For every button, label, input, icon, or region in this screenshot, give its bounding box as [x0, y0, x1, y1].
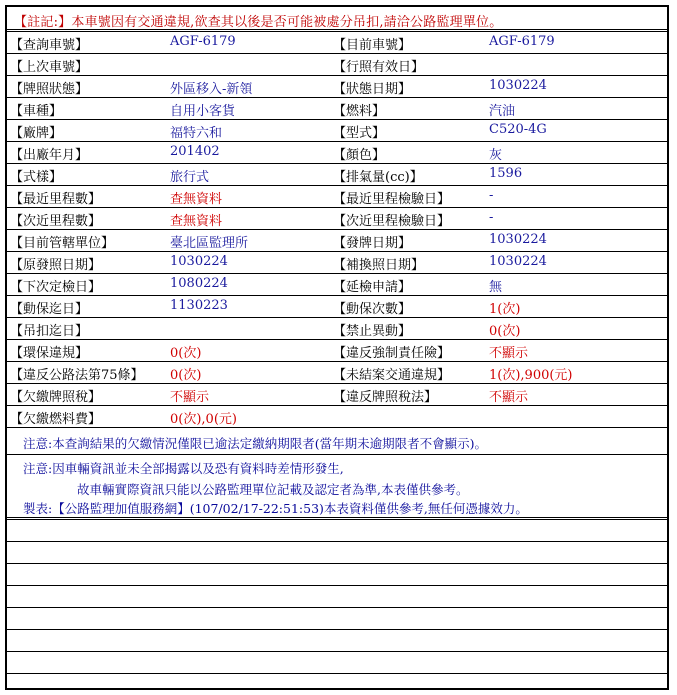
table-row [7, 164, 667, 186]
right-value: - [489, 210, 494, 225]
table-row [7, 142, 667, 164]
note-row-3 [7, 495, 667, 520]
right-value: 1030224 [489, 78, 547, 93]
right-value: 1030224 [489, 254, 547, 269]
left-value: 查無資料 [170, 214, 223, 229]
table-row [7, 362, 667, 384]
right-label: 【違反強制責任險】 [333, 346, 451, 361]
right-value: - [489, 188, 494, 203]
left-label: 【上次車號】 [10, 60, 89, 75]
notice-text: 【註記:】本車號因有交通違規,欲查其以後是否可能被處分吊扣,請洽公路監理單位。 [14, 15, 503, 30]
table-row [7, 230, 667, 252]
blank-row [7, 630, 667, 652]
blank-row [7, 652, 667, 674]
right-value: AGF-6179 [489, 34, 555, 49]
left-label: 【車種】 [10, 104, 63, 119]
left-value: 不顯示 [170, 390, 210, 405]
table-row [7, 120, 667, 142]
table-row [7, 318, 667, 340]
left-label: 【廠牌】 [10, 126, 63, 141]
blank-row [7, 608, 667, 630]
left-label: 【查詢車號】 [10, 38, 89, 53]
note-text-2b: 故車輛實際資訊只能以公路監理單位記載及認定者為準,本表僅供參考。 [77, 482, 469, 497]
right-label: 【延檢申請】 [333, 280, 412, 295]
table-row [7, 54, 667, 76]
right-value: 不顯示 [489, 346, 529, 361]
left-value: 臺北區監理所 [170, 236, 249, 251]
blank-row [7, 542, 667, 564]
left-value: 0(次),0(元) [170, 412, 237, 427]
notice-bar [7, 7, 667, 32]
table-row [7, 76, 667, 98]
blank-row [7, 564, 667, 586]
table-row [7, 406, 667, 428]
blank-row [7, 586, 667, 608]
right-value: 無 [489, 280, 503, 295]
vehicle-record-table [5, 5, 669, 690]
right-value: 灰 [489, 148, 503, 163]
left-label: 【違反公路法第75條】 [10, 368, 144, 383]
right-label: 【發牌日期】 [333, 236, 412, 251]
right-value: 不顯示 [489, 390, 529, 405]
left-label: 【欠繳燃料費】 [10, 412, 102, 427]
left-value: 福特六和 [170, 126, 223, 141]
left-label: 【牌照狀態】 [10, 82, 89, 97]
right-value: 1030224 [489, 232, 547, 247]
left-label: 【式樣】 [10, 170, 63, 185]
right-label: 【未結案交通違規】 [333, 368, 451, 383]
left-value: 201402 [170, 144, 220, 159]
right-value: 1596 [489, 166, 523, 181]
left-value: AGF-6179 [170, 34, 236, 49]
left-label: 【下次定檢日】 [10, 280, 102, 295]
left-label: 【動保迄日】 [10, 302, 89, 317]
right-label: 【最近里程檢驗日】 [333, 192, 451, 207]
left-label: 【次近里程數】 [10, 214, 102, 229]
left-value: 1130223 [170, 298, 228, 313]
note-row-1 [7, 428, 667, 455]
left-value: 自用小客貨 [170, 104, 236, 119]
left-label: 【最近里程數】 [10, 192, 102, 207]
right-value: 0(次) [489, 324, 521, 339]
note-text-1: 注意:本查詢結果的欠繳情況僅限已逾法定繳納期限者(當年期未逾期限者不會顯示)。 [23, 436, 487, 451]
left-value: 1080224 [170, 276, 228, 291]
right-label: 【次近里程檢驗日】 [333, 214, 451, 229]
note-text-3: 製表:【公路監理加值服務網】(107/02/17-22:51:53)本表資料僅供參考,無任何憑據效力。 [23, 501, 528, 516]
table-row [7, 274, 667, 296]
left-value: 查無資料 [170, 192, 223, 207]
note-text-2a: 注意:因車輛資訊並未全部揭露以及恐有資料時差情形發生, [23, 461, 344, 476]
left-value: 1030224 [170, 254, 228, 269]
right-label: 【燃料】 [333, 104, 386, 119]
right-label: 【排氣量(cc)】 [333, 170, 423, 185]
right-label: 【狀態日期】 [333, 82, 412, 97]
left-label: 【目前管轄單位】 [10, 236, 115, 251]
right-value: 汽油 [489, 104, 516, 119]
right-label: 【型式】 [333, 126, 386, 141]
right-label: 【補換照日期】 [333, 258, 425, 273]
left-label: 【吊扣迄日】 [10, 324, 89, 339]
left-value: 外區移入-新領 [170, 82, 253, 97]
right-label: 【動保次數】 [333, 302, 412, 317]
table-row [7, 98, 667, 120]
table-row [7, 32, 667, 54]
right-value: 1(次),900(元) [489, 368, 573, 383]
table-row [7, 384, 667, 406]
table-row [7, 186, 667, 208]
left-label: 【環保違規】 [10, 346, 89, 361]
right-label: 【目前車號】 [333, 38, 412, 53]
left-value: 0(次) [170, 368, 202, 383]
table-row [7, 296, 667, 318]
right-label: 【違反牌照稅法】 [333, 390, 438, 405]
left-value: 0(次) [170, 346, 202, 361]
left-value: 旅行式 [170, 170, 210, 185]
right-label: 【顏色】 [333, 148, 386, 163]
right-label: 【禁止異動】 [333, 324, 412, 339]
right-label: 【行照有效日】 [333, 60, 425, 75]
right-value: 1(次) [489, 302, 521, 317]
table-row [7, 208, 667, 230]
left-label: 【出廠年月】 [10, 148, 89, 163]
right-value: C520-4G [489, 122, 547, 137]
left-label: 【原發照日期】 [10, 258, 102, 273]
table-row [7, 252, 667, 274]
blank-row [7, 520, 667, 542]
left-label: 【欠繳牌照稅】 [10, 390, 102, 405]
table-row [7, 340, 667, 362]
